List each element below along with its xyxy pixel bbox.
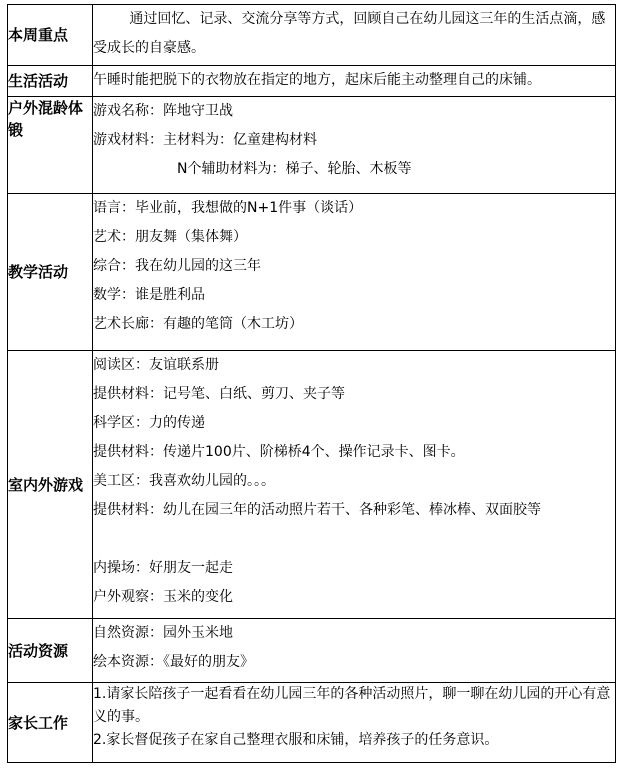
teaching-line: 综合：我在幼儿园的这三年 (93, 258, 261, 274)
label-family: 家长工作 (8, 683, 93, 763)
games-line: 提供材料：幼儿在园三年的活动照片若干、各种彩笔、棒冰棒、双面胶等 (93, 502, 541, 518)
games-line: 美工区：我喜欢幼儿园的。。。 (93, 473, 275, 489)
focus-text: 通过回忆、记录、交流分享等方式，回顾自己在幼儿园这三年的生活点滴，感受成长的自豪感。 (93, 11, 606, 56)
games-line: 提供材料：记号笔、白纸、剪刀、夹子等 (93, 386, 345, 402)
label-resources: 活动资源 (8, 619, 93, 683)
row-games (8, 351, 616, 619)
games-line: 户外观察：玉米的变化 (93, 589, 233, 605)
games-line: 阅读区：友谊联系册 (93, 357, 219, 373)
content-outdoor (93, 97, 616, 194)
outdoor-line: 游戏材料：主材料为：亿童建构材料 (93, 132, 317, 148)
label-outdoor: 户外混龄体锻 (8, 97, 93, 194)
label-focus: 本周重点 (8, 5, 93, 66)
teaching-line: 艺术：朋友舞（集体舞） (93, 229, 247, 245)
teaching-line: 数学：谁是胜利品 (93, 287, 205, 303)
content-teaching (93, 194, 616, 351)
row-focus (8, 5, 616, 66)
outdoor-line: N个辅助材料为：梯子、轮胎、木板等 (177, 161, 412, 177)
content-resources (93, 619, 616, 683)
content-focus (93, 5, 616, 66)
row-resources (8, 619, 616, 683)
resources-line: 自然资源：园外玉米地 (93, 625, 233, 641)
row-outdoor (8, 97, 616, 194)
games-line: 内操场：好朋友一起走 (93, 560, 233, 576)
games-line: 科学区：力的传递 (93, 415, 205, 431)
resources-line: 绘本资源：《最好的朋友》 (93, 654, 254, 670)
label-teaching: 教学活动 (8, 194, 93, 351)
life-text: 午睡时能把脱下的衣物放在指定的地方，起床后能主动整理自己的床铺。 (93, 72, 541, 88)
label-life: 生活活动 (8, 66, 93, 97)
content-family (93, 683, 616, 763)
teaching-line: 艺术长廊：有趣的笔筒（木工坊） (93, 316, 303, 332)
games-spacer (93, 525, 615, 554)
family-line: 1.请家长陪孩子一起看看在幼儿园三年的各种活动照片，聊一聊在幼儿园的开心有意义的事。 (93, 686, 611, 725)
row-teaching (8, 194, 616, 351)
row-life (8, 66, 616, 97)
content-games (93, 351, 616, 619)
teaching-line: 语言：毕业前，我想做的N+1件事（谈话） (93, 200, 363, 216)
label-games: 室内外游戏 (8, 351, 93, 619)
content-life (93, 66, 616, 97)
weekly-plan-table (7, 4, 616, 763)
row-family (8, 683, 616, 763)
family-line: 2.家长督促孩子在家自己整理衣服和床铺，培养孩子的任务意识。 (93, 732, 499, 748)
outdoor-line: 游戏名称：阵地守卫战 (93, 103, 233, 119)
games-line: 提供材料：传递片100片、阶梯桥4个、操作记录卡、图卡。 (93, 444, 465, 460)
